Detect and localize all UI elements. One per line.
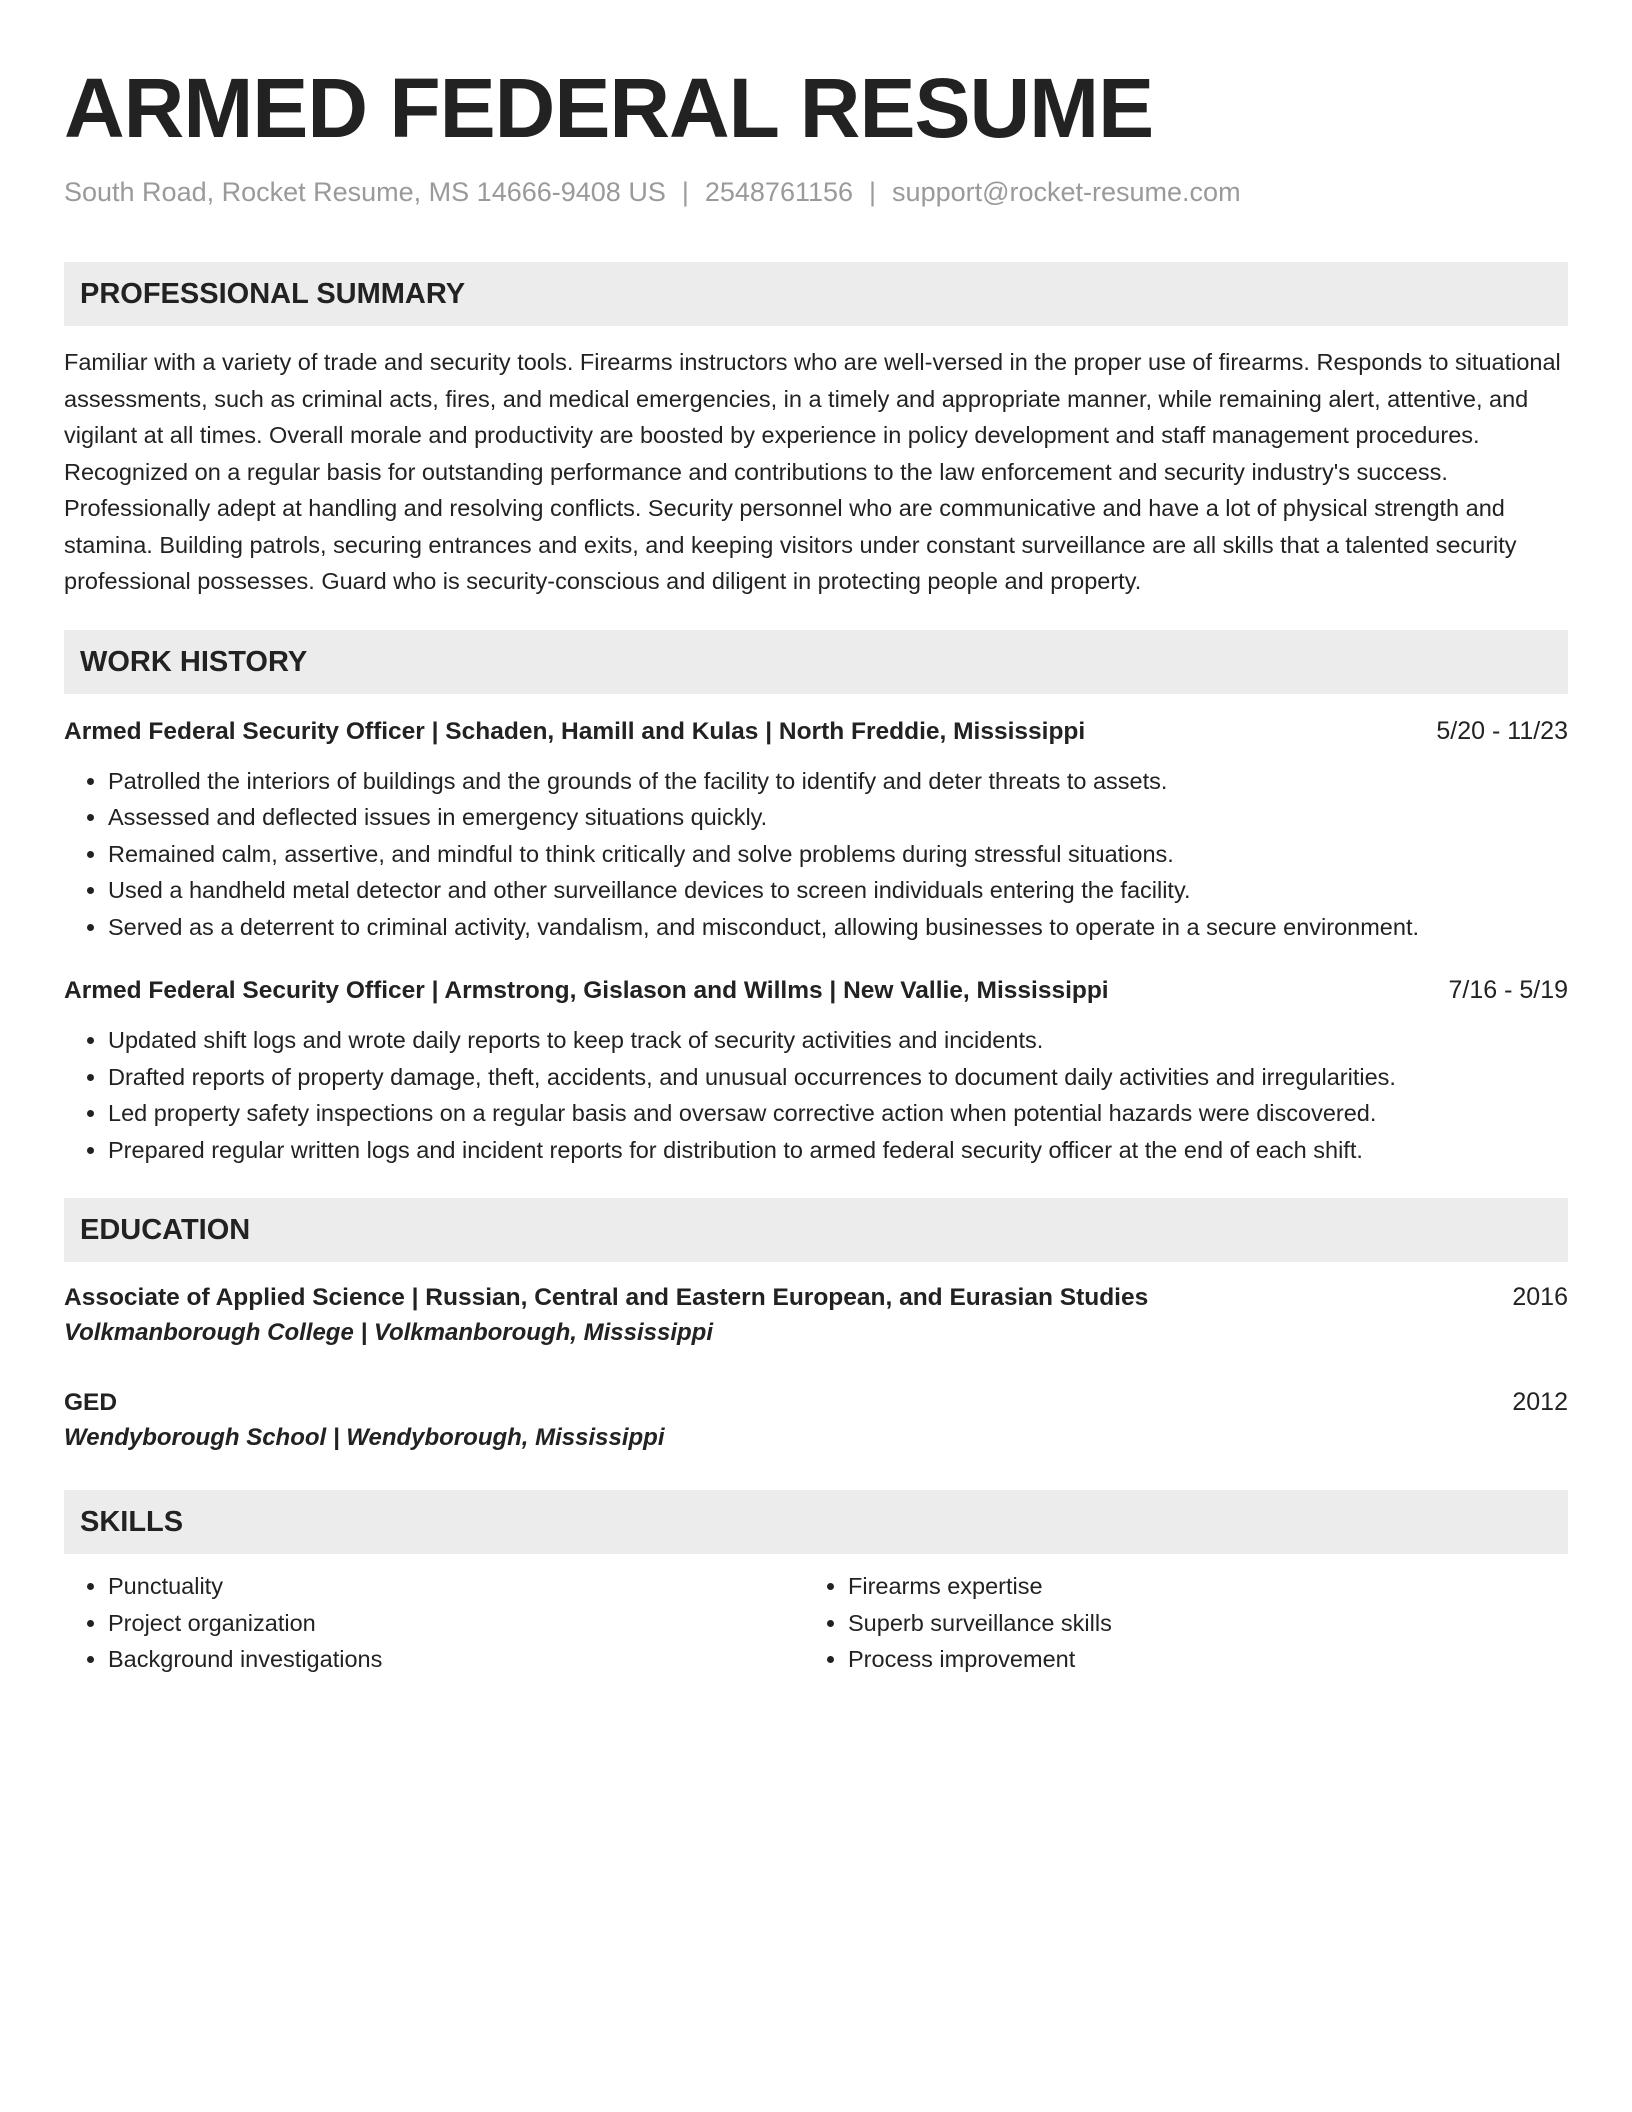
job-bullet: • Prepared regular written logs and incident reports for distribution to armed federal security officer at the end of each shift.: [108, 1132, 1568, 1169]
job-bullet: • Served as a deterrent to criminal activity, vandalism, and misconduct, allowing businesses to operate in a secure environment.: [108, 909, 1568, 946]
contact-separator: |: [681, 177, 689, 207]
job-bullet: • Led property safety inspections on a regular basis and oversaw corrective action when potential hazards were discovered.: [108, 1095, 1568, 1132]
job-title: Armed Federal Security Officer | Schaden, Hamill and Kulas | North Freddie, Mississippi: [64, 717, 1086, 745]
contact-email: support@rocket-resume.com: [892, 177, 1241, 207]
job-bullet: • Assessed and deflected issues in emergency situations quickly.: [108, 799, 1568, 836]
skill-item: • Punctuality: [108, 1568, 804, 1605]
job-bullet: • Patrolled the interiors of buildings and the grounds of the facility to identify and deter threats to assets.: [108, 763, 1568, 800]
job-title: Armed Federal Security Officer | Armstrong, Gislason and Willms | New Vallie, Mississippi: [64, 977, 1109, 1004]
education-year: 2012: [1512, 1388, 1568, 1416]
skills-column-left: [64, 1568, 804, 1678]
skill-item: • Project organization: [108, 1605, 804, 1642]
job-entry: [64, 973, 1568, 1168]
summary-text: Familiar with a variety of trade and security tools. Firearms instructors who are well-versed in the proper use of firearms. Responds to situational assessments, such as criminal acts, fires, and medical emergencies, in a timely and appropriate manner, while remaining alert, attentive, and vigilant at all times. Overall morale and productivity are boosted by experience in policy development and staff management procedures. Recognized on a regular basis for outstanding performance and contributions to the law enforcement and security industry's success. Professionally adept at handling and resolving conflicts. Security personnel who are communicative and have a lot of physical strength and stamina. Building patrols, securing entrances and exits, and keeping visitors under constant surveillance are all skills that a talented security professional possesses. Guard who is security-conscious and diligent in protecting people and property.: [64, 349, 1561, 594]
school-name: Volkmanborough College | Volkmanborough, Mississippi: [64, 1319, 713, 1346]
contact-line: [64, 172, 1568, 212]
job-dates: 5/20 - 11/23: [1436, 716, 1568, 745]
job-bullet: • Used a handheld metal detector and other surveillance devices to screen individuals entering the facility.: [108, 872, 1568, 909]
school-name: Wendyborough School | Wendyborough, Mississippi: [64, 1424, 665, 1451]
job-bullets: [64, 1022, 1568, 1168]
education-heading: EDUCATION: [64, 1198, 1568, 1262]
skill-item: • Process improvement: [848, 1641, 1544, 1678]
degree-title: GED: [64, 1389, 118, 1416]
contact-phone: 2548761156: [704, 177, 854, 207]
education-entry: [64, 1385, 1568, 1456]
degree-title: Associate of Applied Science | Russian, Central and Eastern European, and Eurasian Studies: [64, 1284, 1149, 1311]
skill-item: • Background investigations: [108, 1641, 804, 1678]
job-bullet: • Updated shift logs and wrote daily reports to keep track of security activities and incidents.: [108, 1022, 1568, 1059]
job-bullet: • Remained calm, assertive, and mindful to think critically and solve problems during stressful situations.: [108, 836, 1568, 873]
job-bullets: [64, 763, 1568, 946]
skills-list: [64, 1568, 1568, 1678]
summary-heading: PROFESSIONAL SUMMARY: [64, 262, 1568, 326]
job-entry: [64, 714, 1568, 946]
skill-item: • Firearms expertise: [848, 1568, 1544, 1605]
education-year: 2016: [1512, 1283, 1568, 1311]
work-history-heading: WORK HISTORY: [64, 630, 1568, 694]
resume-name: ARMED FEDERAL RESUME: [64, 61, 1154, 155]
skill-item: • Superb surveillance skills: [848, 1605, 1544, 1642]
job-bullet: • Drafted reports of property damage, theft, accidents, and unusual occurrences to document daily activities and irregularities.: [108, 1059, 1568, 1096]
job-dates: 7/16 - 5/19: [1448, 976, 1568, 1004]
skills-heading: SKILLS: [64, 1490, 1568, 1554]
contact-separator: |: [869, 177, 877, 207]
contact-address: South Road, Rocket Resume, MS 14666-9408 US: [64, 177, 666, 207]
education-entry: [64, 1280, 1568, 1351]
skills-column-right: [804, 1568, 1544, 1678]
